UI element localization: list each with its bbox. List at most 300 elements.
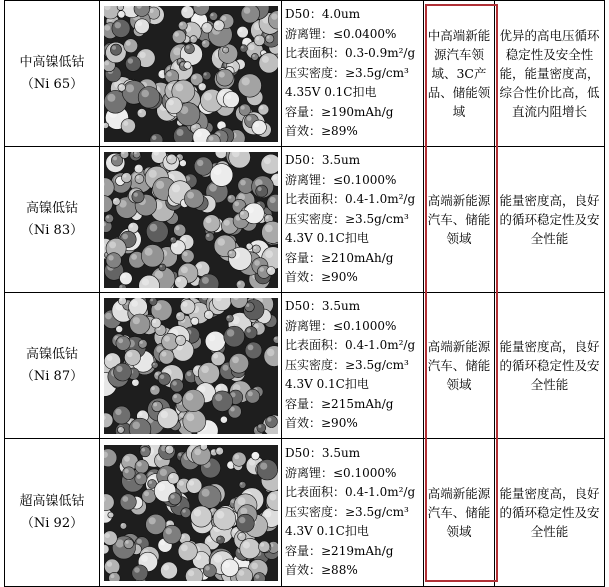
spec-d50: D50：3.5um [285,299,361,314]
sem-particle-highlight [160,540,165,545]
sem-particle-highlight [131,254,137,260]
sem-particle-highlight [247,344,253,350]
sem-particle-highlight [176,129,183,136]
sem-particle [174,275,187,287]
sem-particle-highlight [108,255,113,260]
sem-particle-highlight [127,58,132,63]
sem-particle-highlight [203,24,207,28]
sem-particle [260,154,277,174]
sem-particle [209,12,217,20]
sem-particle-highlight [197,159,203,165]
sem-particle-highlight [258,424,261,427]
sem-particle-highlight [186,413,194,421]
sem-particle-highlight [240,211,243,214]
sem-particle [251,451,259,459]
sem-particle-highlight [133,192,137,196]
sem-particle-highlight [137,461,142,466]
sem-particle [112,197,120,205]
sem-particle [190,505,211,526]
spec-first-efficiency: 首效：≥90% [285,270,358,285]
sem-particle-highlight [210,508,213,511]
sem-particle-highlight [123,120,128,125]
sem-particle-highlight [203,92,211,100]
sem-image-cell [100,439,282,587]
sem-particle [182,389,204,411]
sem-particle-highlight [124,468,128,472]
sem-particle-highlight [255,574,259,578]
sem-particle [168,492,180,504]
sem-particle-highlight [168,99,174,105]
sem-micrograph-image [104,152,278,288]
sem-particle [122,466,135,479]
application-cell: 中高端新能源汽车领域、3C产品、储能领域 [424,1,495,147]
sem-particle [134,472,146,484]
sem-particle-highlight [141,555,148,562]
spec-list-cell [282,439,424,587]
sem-particle [125,56,140,71]
sem-particle-highlight [218,122,221,125]
sem-particle-highlight [260,462,267,469]
sem-particle [189,35,196,42]
sem-particle-highlight [213,554,221,562]
sem-particle-highlight [240,482,242,484]
product-name-cell [5,1,100,147]
sem-particle-highlight [129,223,133,227]
spec-first-efficiency: 首效：≥88% [285,563,358,578]
sem-particle [139,446,149,456]
sem-particle [212,390,233,411]
sem-particle-highlight [174,32,179,37]
sem-particle-highlight [167,71,172,76]
spec-test-condition: 4.3V 0.1C扣电 [285,377,369,392]
table-row [5,147,605,293]
sem-particle-highlight [166,521,169,524]
advantage-cell: 能量密度高，良好的循环稳定性及安全性能 [495,439,605,587]
sem-particle [257,104,268,115]
sem-particle [117,426,124,433]
sem-particle [131,378,138,385]
sem-particle-highlight [211,449,213,451]
sem-particle [120,152,129,159]
sem-particle [138,339,147,348]
sem-particle-highlight [107,93,115,101]
sem-particle [236,280,245,288]
sem-particle-highlight [232,356,239,363]
sem-particle [121,172,131,182]
sem-particle [141,489,155,503]
sem-particle-highlight [148,169,156,177]
sem-particle-highlight [139,51,145,57]
sem-particle-highlight [175,226,179,230]
sem-particle [110,44,121,55]
sem-particle-highlight [266,35,269,38]
sem-particle-highlight [113,198,116,201]
product-code: （Ni 87） [20,368,84,384]
sem-particle-highlight [122,174,126,178]
sem-particle-highlight [151,135,156,140]
sem-particle-highlight [267,348,274,355]
sem-particle [216,69,233,86]
sem-particle-highlight [155,372,158,375]
sem-particle-highlight [180,266,187,273]
sem-particle-highlight [122,496,128,502]
sem-particle-highlight [203,72,206,75]
sem-particle [223,326,244,347]
sem-particle-highlight [159,265,161,267]
sem-particle [239,481,246,488]
sem-particle-highlight [118,338,123,343]
sem-particle-highlight [104,25,110,31]
sem-particle-highlight [170,494,174,498]
sem-particle [151,361,157,367]
spec-free-lithium: 游离锂：≤0.1000% [285,318,397,333]
sem-particle-highlight [252,452,255,455]
sem-particle-highlight [216,448,219,451]
sem-particle-highlight [246,116,251,121]
sem-particle-highlight [260,542,264,546]
table-row [5,1,605,147]
sem-particle-highlight [109,241,116,248]
sem-particle-highlight [254,122,259,127]
sem-particle-highlight [132,317,139,324]
sem-particle-highlight [195,130,201,136]
spec-d50: D50：3.5um [285,446,361,461]
sem-particle [120,522,127,529]
sem-particle [265,415,277,427]
sem-particle-highlight [152,319,156,323]
sem-particle-highlight [179,413,183,417]
sem-particle [146,220,168,242]
sem-particle-highlight [171,184,179,192]
spec-first-efficiency: 首效：≥90% [285,416,358,431]
sem-particle-highlight [229,251,232,254]
spec-surface-area: 比表面积：0.3-0.9m²/g [285,46,416,61]
sem-particle-highlight [178,480,183,485]
sem-particle-highlight [227,315,230,318]
spec-capacity: 容量：≥210mAh/g [285,250,394,265]
sem-particle [135,459,149,473]
spec-first-efficiency: 首效：≥89% [285,124,358,139]
sem-particle-highlight [119,285,122,288]
sem-particle [112,406,130,424]
sem-particle [149,298,157,305]
sem-particle-highlight [187,191,194,198]
sem-particle-highlight [261,55,268,62]
sem-particle-highlight [240,105,244,109]
sem-particle [204,310,213,319]
sem-particle-highlight [138,109,141,112]
sem-particle [239,210,249,220]
sem-particle-highlight [240,179,246,185]
sem-particle-highlight [159,71,162,74]
sem-particle-highlight [217,537,220,540]
sem-particle-highlight [259,105,263,109]
sem-particle [158,372,170,384]
sem-particle-highlight [150,298,153,301]
sem-particle-highlight [242,541,249,548]
sem-particle-highlight [112,45,116,49]
sem-particle-highlight [121,523,123,525]
sem-particle [138,86,160,108]
sem-particle-highlight [221,417,223,419]
sem-particle-highlight [125,84,133,92]
sem-particle [183,61,190,68]
sem-particle [134,18,149,33]
sem-particle-highlight [238,28,242,32]
sem-particle [115,336,129,350]
sem-particle [239,538,259,558]
sem-particle-highlight [178,452,181,455]
sem-particle-highlight [228,462,231,465]
sem-particle-highlight [257,186,261,190]
sem-particle-highlight [117,177,120,180]
sem-particle [124,349,140,365]
sem-particle [190,317,198,325]
sem-particle [252,244,260,252]
sem-particle-highlight [157,483,165,491]
spec-surface-area: 比表面积：0.4-1.0m²/g [285,192,416,207]
sem-particle-highlight [180,62,183,65]
application-cell: 高端新能源汽车、储能领域 [424,147,495,293]
sem-particle-highlight [269,196,275,202]
spec-free-lithium: 游离锂：≤0.1000% [285,465,397,480]
sem-particle [229,353,249,373]
sem-particle-highlight [181,200,184,203]
sem-particle-highlight [136,538,141,543]
sem-particle [184,43,194,53]
sem-particle-highlight [237,281,240,284]
sem-particle [254,35,265,46]
sem-particle-highlight [228,195,231,198]
product-name-cell [5,439,100,587]
sem-particle-highlight [160,410,167,417]
spec-test-condition: 4.3V 0.1C扣电 [285,524,369,539]
sem-particle-highlight [106,561,111,566]
sem-particle-highlight [148,517,155,524]
sem-particle-highlight [106,355,112,361]
product-code: （Ni 92） [20,515,84,531]
sem-particle-highlight [234,201,239,206]
sem-particle-highlight [210,13,213,16]
sem-particle [237,532,245,540]
sem-particle-highlight [226,329,233,336]
sem-particle [216,535,224,543]
sem-particle-highlight [136,175,139,178]
sem-particle [257,459,278,480]
sem-particle-highlight [243,38,247,42]
sem-particle-highlight [159,374,163,378]
sem-particle-highlight [149,223,157,231]
sem-particle [162,525,181,544]
sem-particle [220,416,227,423]
sem-particle-highlight [116,365,122,371]
sem-particle-highlight [213,167,221,175]
sem-particle-highlight [138,411,142,415]
sem-particle-highlight [274,337,277,340]
sem-particle-highlight [153,402,157,406]
sem-particle-highlight [254,260,260,266]
sem-particle-highlight [218,71,224,77]
sem-particle-highlight [241,45,244,48]
sem-particle-highlight [114,22,120,28]
sem-particle [241,6,260,23]
sem-particle-highlight [144,491,149,496]
sem-particle-highlight [104,61,108,65]
sem-particle-highlight [182,509,185,512]
spec-capacity: 容量：≥190mAh/g [285,104,394,119]
sem-particle-highlight [176,277,180,281]
product-name-cell [5,293,100,439]
sem-particle-highlight [205,566,210,571]
sem-particle [134,174,143,183]
sem-particle-highlight [216,385,221,390]
application-cell: 高端新能源汽车、储能领域 [424,439,495,587]
sem-particle [171,393,181,403]
spec-list-cell [282,147,424,293]
sem-particle [251,120,266,135]
sem-particle [198,82,206,90]
sem-particle-highlight [182,301,187,306]
sem-particle-highlight [247,244,249,246]
sem-particle [223,91,239,107]
spec-surface-area: 比表面积：0.4-1.0m²/g [285,338,416,353]
sem-particle-highlight [255,36,259,40]
sem-particle-highlight [122,233,128,239]
sem-particle-highlight [132,421,140,429]
sem-particle [265,34,274,43]
sem-particle-highlight [108,512,110,514]
advantage-cell: 优异的高电压循环稳定性及安全性能，能量密度高，综合性价比高，低直流内阻增长 [495,1,605,147]
sem-particle-highlight [156,180,164,188]
sem-particle [173,224,185,236]
sem-particle-highlight [215,394,222,401]
sem-particle-highlight [202,40,205,43]
sem-particle [210,163,233,186]
spec-d50: D50：4.0um [285,7,361,22]
sem-particle [239,103,251,115]
sem-particle-highlight [193,14,199,20]
spec-test-condition: 4.35V 0.1C扣电 [285,85,377,100]
sem-particle-highlight [126,351,132,357]
sem-particle-highlight [132,380,135,383]
sem-particle-highlight [136,21,141,26]
sem-particle [129,314,149,334]
sem-particle-highlight [201,276,208,283]
sem-particle [157,407,178,428]
sem-particle-highlight [119,298,122,301]
sem-particle-highlight [213,353,218,358]
sem-particle [227,249,235,257]
sem-particle-highlight [164,335,170,341]
sem-particle-highlight [208,136,213,141]
sem-particle-highlight [149,8,153,12]
sem-particle-highlight [188,480,193,485]
table-row [5,439,605,587]
sem-particle [167,472,178,483]
sem-particle [198,485,221,508]
sem-particle [203,564,216,577]
sem-particle [194,156,212,174]
sem-particle-highlight [247,391,252,396]
sem-particle-highlight [178,59,181,62]
sem-particle [180,299,195,314]
sem-particle-highlight [205,311,208,314]
sem-particle [181,249,194,262]
sem-particle-highlight [265,215,268,218]
sem-particle [180,6,193,19]
sem-particle [115,325,122,332]
sem-particle [170,379,183,392]
sem-particle-highlight [172,381,177,386]
sem-image-cell [100,147,282,293]
sem-particle-highlight [269,493,276,500]
sem-particle [251,53,258,60]
sem-particle [258,52,277,72]
sem-particle-highlight [239,516,245,522]
sem-particle [266,266,275,275]
sem-particle-highlight [166,446,169,449]
sem-particle-highlight [223,47,225,49]
sem-particle [239,44,247,52]
sem-particle-highlight [208,334,215,341]
sem-particle [184,189,203,208]
sem-particle [200,445,207,450]
sem-particle-highlight [163,564,169,570]
sem-particle-highlight [125,540,128,543]
sem-particle [201,22,212,33]
sem-particle-highlight [161,351,166,356]
sem-particle-highlight [223,219,229,225]
sem-particle [178,541,197,560]
sem-particle-highlight [186,371,191,376]
product-name-cell [5,147,100,293]
sem-particle-highlight [118,11,121,14]
sem-particle-highlight [118,427,120,429]
sem-particle-highlight [246,328,250,332]
sem-particle-highlight [165,528,171,534]
sem-particle-highlight [193,509,200,516]
sem-particle-highlight [134,567,140,573]
sem-particle-highlight [113,156,117,160]
table-row [5,293,605,439]
sem-particle-highlight [267,417,271,421]
sem-image-cell [100,1,282,147]
sem-particle [113,363,131,381]
sem-particle-highlight [135,165,138,168]
sem-particle-highlight [206,233,209,236]
sem-particle [232,452,246,466]
advantage-cell: 能量密度高，良好的循环稳定性及安全性能 [495,147,605,293]
sem-particle-highlight [234,454,239,459]
sem-particle [131,564,147,580]
sem-particle-highlight [216,510,224,518]
sem-particle [244,326,256,338]
product-name: 高镍低钴 [25,200,78,216]
sem-micrograph-image [104,6,278,142]
sem-particle-highlight [205,217,211,223]
sem-particle [117,6,124,10]
sem-particle [225,314,233,322]
sem-particle [170,236,176,242]
sem-particle [134,164,143,173]
sem-particle-highlight [243,7,250,14]
sem-micrograph-image [104,445,278,581]
sem-particle [166,154,176,164]
sem-particle [205,232,214,241]
sem-micrograph-image [104,298,278,434]
sem-particle [121,118,135,132]
sem-particle [205,331,225,351]
